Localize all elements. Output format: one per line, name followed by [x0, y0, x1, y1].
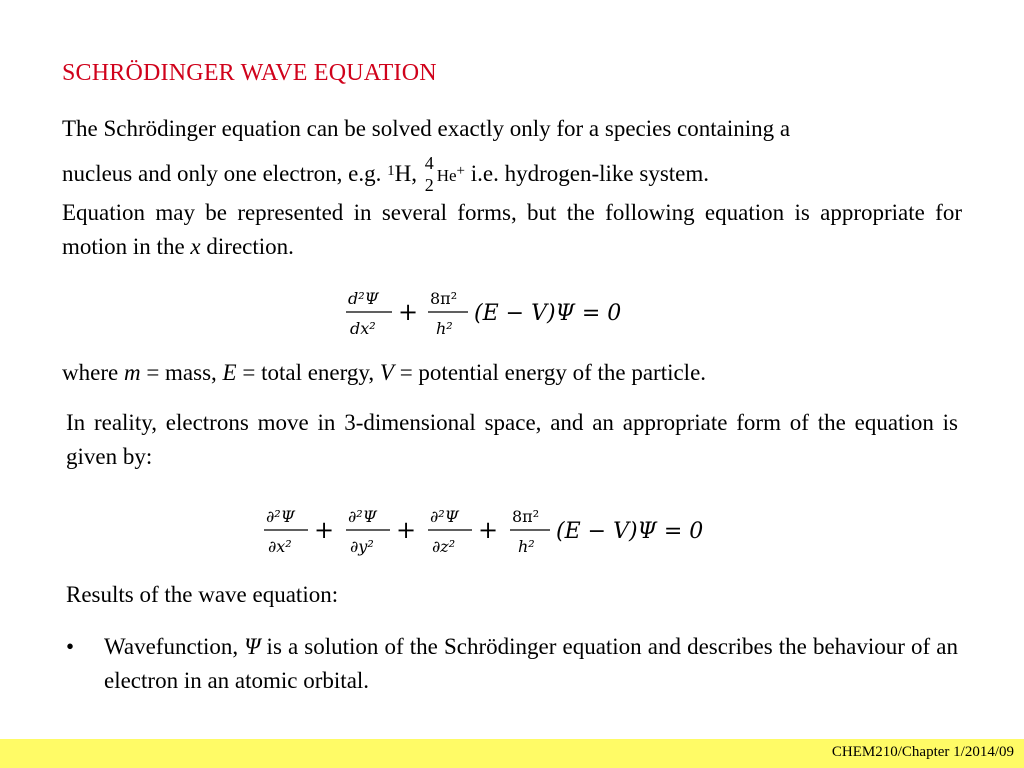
reality-paragraph: In reality, electrons move in 3-dimensional space, and an appropriate form of the equation is given by:	[66, 410, 958, 469]
motion-text: Equation may be represented in several forms, but the following equation is appropriate for motion in the	[62, 200, 962, 259]
helium-atomic-number: 2	[424, 175, 434, 195]
intro-line2	[62, 154, 962, 193]
term1-denominator: ∂x²	[268, 537, 292, 556]
plus-sign: +	[398, 298, 419, 326]
bullet-text-end: is a solution of the Schrödinger equation and describes the behaviour of an electron in an atomic orbital.	[104, 634, 958, 693]
helium-charge: +	[456, 163, 466, 179]
helium-nuclide-numbers	[423, 153, 437, 195]
bullet-text	[104, 630, 958, 698]
intro-line2-end: i.e. hydrogen-like system.	[465, 161, 710, 186]
intro-line2-start: nucleus and only one electron, e.g.	[62, 161, 388, 186]
intro-line1: The Schrödinger equation can be solved exactly only for a species containing a	[62, 116, 791, 141]
term2-denominator: ∂y²	[350, 537, 374, 556]
motion-text-end: direction.	[200, 234, 294, 259]
m-variable: m	[123, 360, 141, 385]
plus-sign-1: +	[314, 516, 335, 544]
where-line	[62, 356, 962, 390]
bullet-marker: •	[66, 634, 75, 659]
footer-band	[0, 739, 1024, 768]
slide-title: SCHRÖDINGER WAVE EQUATION	[62, 60, 437, 86]
helium-mass-number: 4	[424, 153, 434, 173]
equation-3d	[262, 500, 742, 567]
where-t1: where	[62, 360, 124, 385]
term4-denominator: h²	[518, 537, 535, 556]
helium-symbol: He	[436, 166, 457, 185]
motion-paragraph	[62, 196, 962, 264]
intro-paragraph	[62, 112, 962, 193]
plus-sign-3: +	[478, 516, 499, 544]
term4-numerator: 8π²	[512, 507, 540, 526]
frac2-denominator: h²	[436, 319, 453, 338]
frac1-numerator: d²Ψ	[348, 289, 379, 308]
term2-numerator: ∂²Ψ	[348, 507, 377, 526]
x-variable: x	[190, 234, 201, 259]
bullet-text-start: Wavefunction,	[104, 634, 245, 659]
footer-label: CHEM210/Chapter 1/2014/09	[831, 744, 1014, 760]
e-variable: E	[222, 360, 237, 385]
equation1-rest: (E − V)Ψ = 0	[474, 301, 622, 326]
v-variable: V	[379, 360, 394, 385]
where-t2: = mass,	[140, 360, 223, 385]
equation2-rest: (E − V)Ψ = 0	[556, 519, 704, 544]
frac2-numerator: 8π²	[430, 289, 458, 308]
bullet-item	[66, 630, 958, 698]
term1-numerator: ∂²Ψ	[266, 507, 295, 526]
where-t3: = total energy,	[236, 360, 380, 385]
results-heading: Results of the wave equation:	[66, 582, 339, 607]
equation-1d-svg	[340, 282, 650, 344]
equation-1d	[340, 282, 650, 349]
hydrogen-symbol: H,	[394, 161, 423, 186]
frac1-denominator: dx²	[350, 319, 376, 338]
term3-denominator: ∂z²	[432, 537, 456, 556]
plus-sign-2: +	[396, 516, 417, 544]
where-t4: = potential energy of the particle.	[393, 360, 707, 385]
equation-3d-svg	[262, 500, 742, 562]
term3-numerator: ∂²Ψ	[430, 507, 459, 526]
hydrogen-mass-number: 1	[387, 163, 395, 179]
psi-symbol: Ψ	[244, 634, 261, 659]
